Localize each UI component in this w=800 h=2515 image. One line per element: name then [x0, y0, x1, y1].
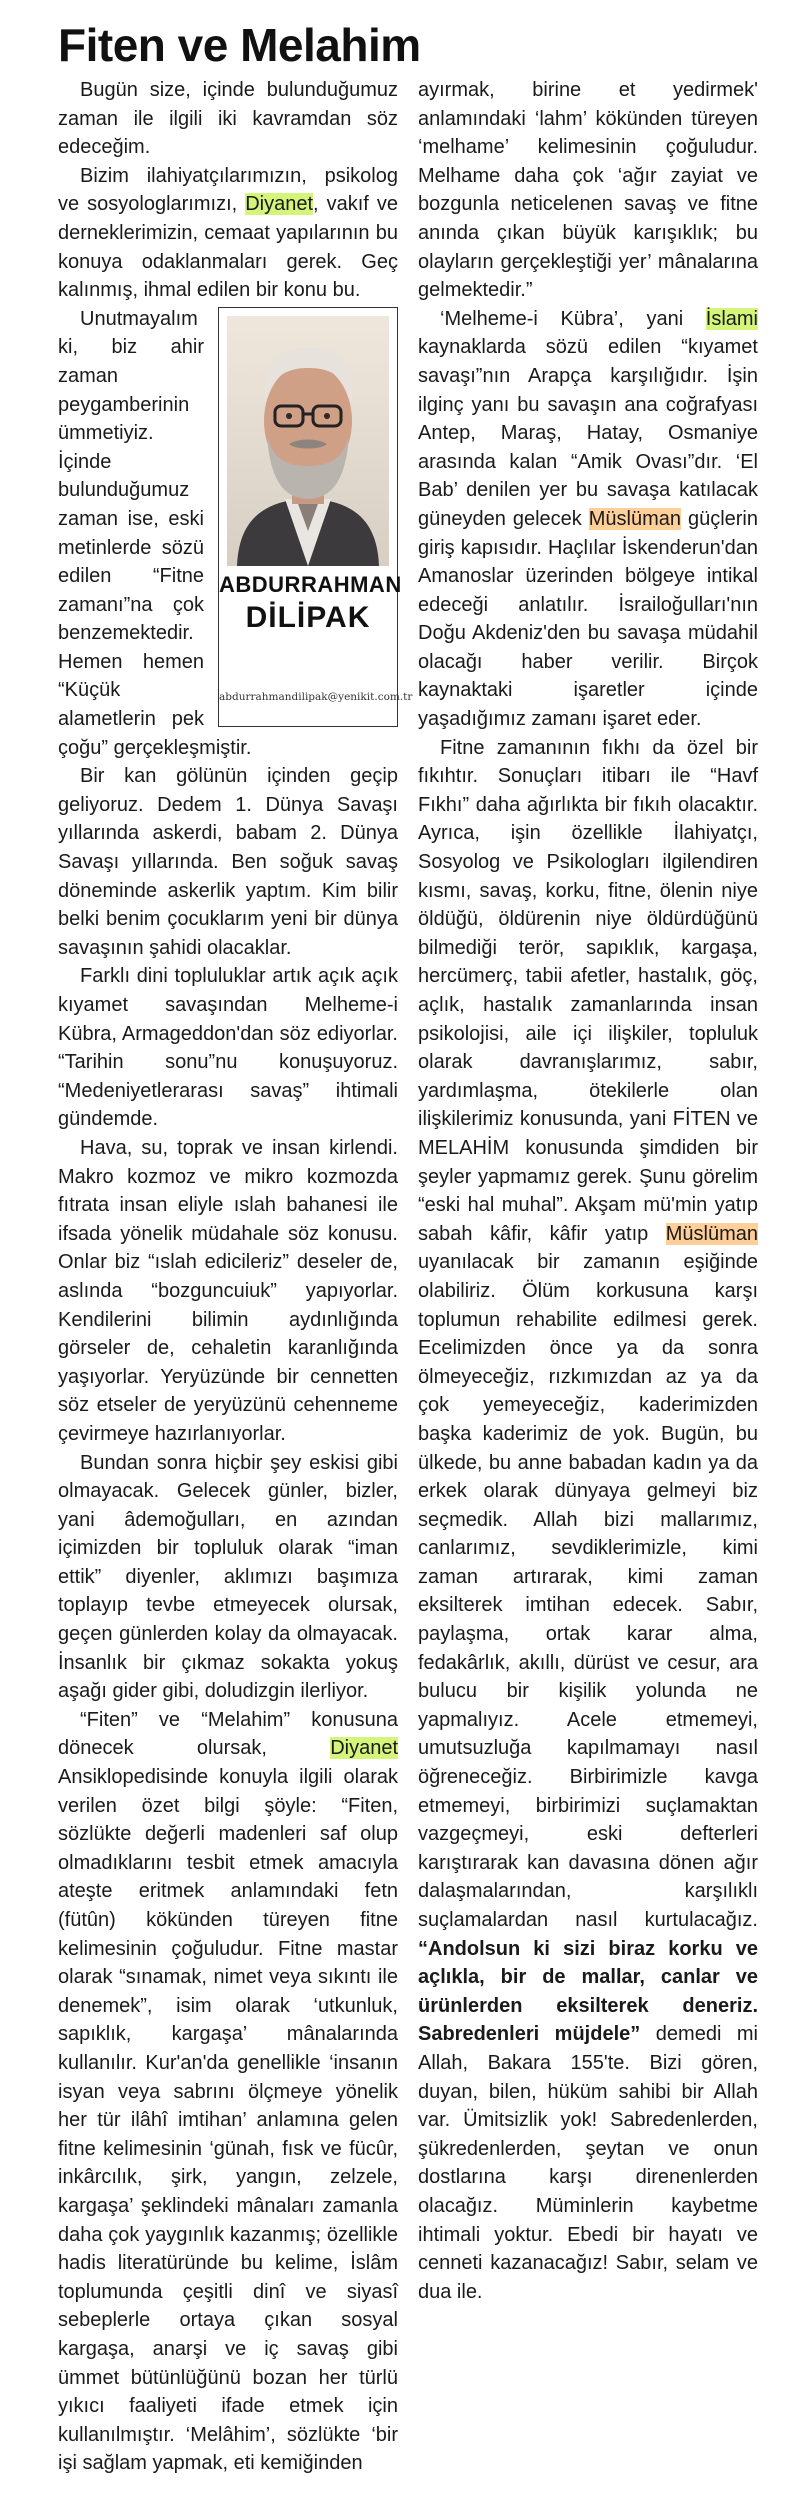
highlight-musluman: Müslüman [588, 507, 681, 530]
text-segment: “Fiten” ve “Melahim” konusuna dönecek olursak, [58, 1708, 398, 1760]
highlight-islami: İslami [705, 307, 758, 330]
author-box [218, 307, 413, 727]
paragraph-ahir-zaman: Unutmayalım ki, biz ahir zaman peygamberinin ümmetiyiz. İçinde bulunduğumuz zaman ise, eski metinlerde sözü edilen “Fitne zamanı”na çok benzemektedir. Hemen hemen “Küçük alametlerin pek çoğu” gerçekleşmiştir. [58, 307, 252, 759]
author-photo [227, 316, 389, 566]
text-segment: Fitne zamanının fıkhı da özel bir fıkıhtır. Sonuçları itibarı ile “Havf Fıkhı” daha ağırlıkta bir fıkıh olacaktır. Ayrıca, işin özellikle İlahiyatçı, Sosyolog ve Psikologları ilgilendiren kısmı, savaş, korku, fitne, ölenin niye öldüğü, öldürenin niye öldürdüğünü bilmediği terör, sapıklık, kargaşa, hercümerç, tabii afetler, hastalık, göç, açlık, hastalık zamanlarında insan psikolojisi, aile içi ilişkiler, topluluk olarak davranışlarımız, sabır, yardımlaşma, ötekilerle olan ilişkilerimiz konusunda, yani FİTEN ve MELAHİM konusunda şimdiden bir şeyler yapmamız gerek. Şunu görelim “eski hal muhal”. Akşam mü'min yatıp sabah kâfir, kâfir yatıp [418, 736, 758, 1245]
paragraph-fitne-fikhi [418, 734, 758, 2307]
highlight-diyanet: Diyanet [245, 193, 314, 216]
highlight-musluman: Müslüman [665, 1222, 758, 1245]
article-column-left [58, 76, 413, 2478]
text-segment: Ansiklopedisinde konuyla ilgili olarak verilen özet bilgi şöyle: “Fiten, sözlükte değerli madenleri saf olup olmadıklarını tesbit etmek amacıyla ateşte eritmek anlamındaki fetn (fütûn) kökünden türeyen fitne kelimesinin çoğuludur. Fitne mastar olarak “sınamak, nimet veya sıkıntı ile denemek”, isim olarak ‘utkunluk, sapıklık, kargaşa’ mânalarında kullanılır. Kur'an'da genellikle ‘insanın isyan veya sabrını ölçmeye yönelik her tür ilâhî imtihan’ anlamına gelen fitne kelimesinin ‘günah, fısk ve fücûr, inkârcılık, şirk, yangın, zelzele, kargaşa’ şeklindeki mânaları zamanla daha çok yaygınlık kazanmış; özellikle hadis literatüründe bu kelime, İslâm toplumunda çeşitli dinî ve siyasî sebeplerle ortaya çıkan sosyal kargaşa, anarşi ve iç savaş gibi ümmet bütünlüğünü bozan her türlü yıkıcı faaliyeti ifade etmek için kullanılmıştır. ‘Melâhim’, sözlükte ‘bir işi sağlam yapmak, eti kemiğinden [58, 1766, 398, 2475]
author-name [219, 570, 402, 636]
paragraph-continuation: ayırmak, birine et yedirmek' anlamındaki ‘lahm’ kökünden türeyen ‘melhame’ kelimesinin çoğuludur. Melhame daha çok ‘ağır zayiat ve bozgunla neticelenen savaş ve fitne anında çıkan büyük karışıklık; bu olayların gerçekleştiği yer’ mânalarına gelmektedir.” [418, 79, 758, 302]
paragraph-eskisi-gibi: Bundan sonra hiçbir şey eskisi gibi olmayacak. Gelecek günler, bizler, yani âdemoğulları, en azından içimizden bir topluluk olarak “iman ettik” diyenler, aklımızı başımıza toplayıp tevbe etmeyecek olursak, geçen günlerden kolay da olmayacak. İnsanlık bir çıkmaz sokakta yokuş aşağı gider gibi, doludizgin ilerliyor. [58, 1451, 398, 1703]
text-segment: Bizim ilahiyatçılarımızın, psikolog ve sosyologlarımızı, [58, 164, 398, 216]
article-column-right [418, 76, 758, 2306]
text-segment: güçlerin giriş kapısıdır. Haçlılar İskenderun'dan Amanoslar üzerinden bölgeye intikal edeceği anlatılır. İsrailoğulları'nın Doğu Akdeniz'den bu savaşa müdahil olacağı haber verilir. Birçok kaynaktaki işaretler içinde yaşadığımız zamanı işaret eder. [418, 507, 758, 731]
paragraph-intro: Bugün size, içinde bulunduğumuz zaman ile ilgili iki kavramdan söz edeceğim. [58, 79, 398, 159]
text-segment: uyanılacak bir zamanın eşiğinde olabiliriz. Ölüm korkusuna karşı toplumun rehabilite edilmesi gerek. Ecelimizden önce ya da sonra ölmeyeceğiz, rızkımızdan az ya da çok yemeyeceğiz, kaderimizden başka kaderimiz de yok. Bugün, bu ülkede, bu anne babadan kadın ya da erkek olarak dünyaya gelmeyi biz seçmedik. Allah bizi mallarımız, canlarımız, sevdiklerimizle, kimi zaman artırarak, kimi zaman eksilterek imtihan edecek. Sabır, paylaşma, ortak karar alma, fedakârlık, akıllı, dürüst ve cesur, ara bulucu bir kişilik yolunda ne yapmalıyız. Acele etmemeyi, umutsuzluğa kapılmamayı nasıl öğreneceğiz. Birbirimizle kavga etmemeyi, birbirimizi suçlamaktan vazgeçmeyi, eski defterleri karıştırarak kan davasına dönen ağır dalaşmalarından, karşılıklı suçlamalardan nasıl kurtulacağız. [418, 1251, 758, 1931]
paragraph-melheme-kubra [418, 305, 758, 734]
highlight-diyanet: Diyanet [330, 1737, 398, 1760]
paragraph-kan-golu: Bir kan gölünün içinden geçip geliyoruz. Dedem 1. Dünya Savaşı yıllarında askerdi, babam 2. Dünya Savaşı yıllarında. Ben soğuk savaş döneminde askerlik yaptım. Kim bilir belki benim çocuklarım yeni bir dünya savaşının şahidi olacaklar. [58, 765, 398, 959]
quote-bakara-155: “Andolsun ki sizi biraz korku ve açlıkla, bir de mallar, canlar ve ürünlerden eksilterek deneriz. Sabredenleri müjdele” [418, 1937, 758, 2046]
author-first-name: ABDURRAHMAN [219, 571, 402, 597]
text-segment: ‘Melheme-i Kübra’, yani [440, 307, 706, 330]
author-last-name: DİLİPAK [245, 600, 371, 634]
paragraph-kirlenme: Hava, su, toprak ve insan kirlendi. Makro kozmoz ve mikro kozmozda fıtrata insan eliyle ıslah bahanesi ile ifsada yönelik müdahale söz konusu. Onlar biz “ıslah edicileriz” deseler de, aslında “bozguncuiuk” yapıyorlar. Kendilerini bilimin aydınlığında görseler de, cehaletin karanlığında yaşıyorlar. Yeryüzünde bir cennetten söz etseler de yeryüzünü cehenneme çevirmeye hazırlanıyorlar. [58, 1136, 398, 1445]
article-headline: Fiten ve Melahim [58, 19, 421, 71]
paragraph-diyanet-tanim [58, 1706, 398, 2478]
paragraph-melheme: Farklı dini topluluklar artık açık açık kıyamet savaşından Melheme-i Kübra, Armageddon'dan söz ediyorlar. “Tarihin sonu”nu konuşuyoruz. “Medeniyetlerarası savaş” ihtimali gündemde. [58, 965, 398, 1131]
paragraph-call-to-focus [58, 162, 398, 305]
text-segment: kaynaklarda sözü edilen “kıyamet savaşı”nın Arapça karşılığıdır. İşin ilginç yanı bu savaşın ana coğrafyası Antep, Maraş, Hatay, Osmaniye arasında kalan “Amik Ovası”dır. ‘El Bab’ denilen yer bu savaşa katılacak güneyden gelecek [418, 336, 758, 530]
text-segment: demedi mi Allah, Bakara 155'te. Bizi gören, duyan, bilen, hüküm sahibi bir Allah var. Ümitsizlik yok! Sabredenlerden, şükredenlerden, şeytan ve onun dostlarına karşı direnenlerden olacağız. Müminlerin kaybetme ihtimali yoktur. Ebedi bir hayatı ve cenneti kazanacağız! Sabır, selam ve dua ile. [418, 2023, 759, 2303]
text-segment: , vakıf ve derneklerimizin, cemaat yapılarının bu konuya odaklanmaları gerek. Geç kalınmış, ihmal edilen bir konu bu. [58, 193, 398, 302]
author-email: abdurrahmandilipak@yenikit.com.tr [219, 690, 413, 703]
